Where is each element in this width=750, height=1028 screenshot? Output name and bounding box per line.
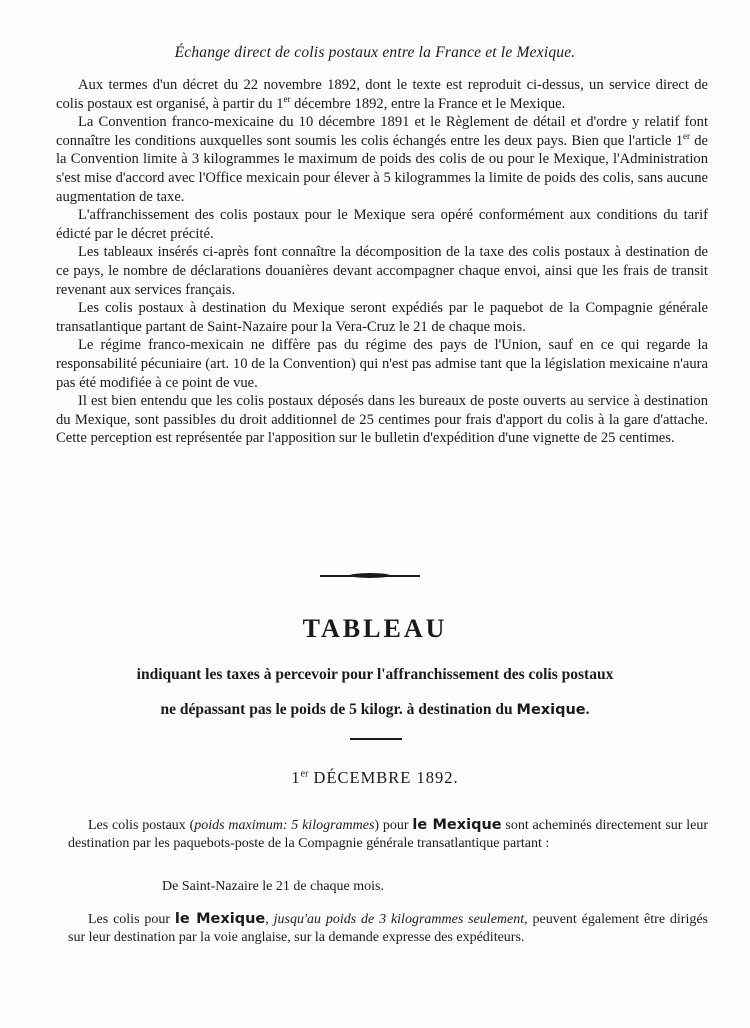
paragraph-2 [56, 113, 708, 206]
divider-swell [350, 573, 390, 578]
note-2 [162, 878, 722, 896]
ordinal-sup: er [300, 768, 309, 780]
paragraph-3: L'affranchissement des colis postaux pour le Mexique sera opéré conformément aux conditions du tarif édicté par le décret précité. [56, 207, 708, 242]
note-1-text-c: sont acheminés directement sur leur destination par les paquebots-poste de la Compagnie générale transatlantique partant : [68, 818, 708, 851]
paragraph-1-text-a: Aux termes d'un décret du 22 novembre 1892, dont le texte est reproduit ci-dessus, un service direct de colis postaux est organisé, à partir du 1 [56, 77, 708, 112]
ordinal-sup: er [283, 93, 291, 104]
paragraph-7: Il est bien entendu que les colis postaux déposés dans les bureaux de poste ouverts au service à destination du Mexique, sont passibles du droit additionnel de 25 centimes pour frais d'apport du colis à la gare d'attache. Cette perception est représentée par l'apposition sur le bulletin d'expédition d'une vignette de 25 centimes. [56, 393, 708, 447]
note-3-italic: jusqu'au poids de 3 kilogrammes seulement [273, 912, 525, 927]
short-rule [350, 738, 402, 740]
subtitle-end: . [585, 701, 590, 718]
tableau-subtitle-2 [0, 701, 750, 719]
country-name: le Mexique [412, 817, 502, 833]
running-head: Échange direct de colis postaux entre la France et le Mexique. [174, 44, 576, 61]
paragraph-4: Les tableaux insérés ci-après font connaître la décomposition de la taxe des colis postaux à destination de ce pays, le nombre de déclarations douanières devant accompagner chaque envoi, ainsi que les frais de transit revenant aux services français. [56, 244, 708, 298]
paragraph-1 [56, 76, 708, 113]
note-1-text [68, 817, 708, 852]
tableau-subtitle-1: indiquant les taxes à percevoir pour l'affranchissement des colis postaux [136, 666, 614, 683]
body-text [56, 76, 708, 448]
note-1-text-a: Les colis postaux ( [88, 818, 195, 833]
paragraph-2-text-b: de la Convention limite à 3 kilogrammes le maximum de poids des colis de ou pour le Mexique, l'Administration s'est mise d'accord avec l'Office mexicain pour élever à 5 kilogrammes la limite de poids des colis, sans aucune augmentation de taxe. [56, 132, 708, 205]
effective-date [0, 768, 750, 788]
note-1-italic: poids maximum: 5 kilogrammes [194, 818, 375, 833]
subtitle-text: ne dépassant pas le poids de 5 kilogr. à destination du [160, 701, 517, 718]
note-2-text: De Saint-Nazaire le 21 de chaque mois. [162, 879, 384, 894]
ordinal-sup: er [683, 130, 691, 141]
note-3-text-c: , peuvent également être dirigés sur leur destination par la voie anglaise, sur la demande expresse des expéditeurs. [68, 912, 708, 945]
ornamental-divider [320, 572, 420, 580]
note-1-text-b: ) pour [374, 818, 413, 833]
paragraph-1-text-b: décembre 1892, entre la France et le Mexique. [290, 95, 566, 112]
country-name: Mexique [516, 702, 586, 718]
date-day: 1 [291, 768, 301, 787]
date-month-year: DÉCEMBRE 1892. [308, 768, 459, 787]
note-3-text [68, 911, 708, 946]
note-3-text-a: Les colis pour [88, 912, 175, 927]
country-name: le Mexique [174, 911, 266, 927]
paragraph-2-text-a: La Convention franco-mexicaine du 10 décembre 1891 et le Règlement de détail et d'ordre y relatif font connaître les conditions auxquelles sont soumis les colis échangés entre les deux pays. Bien que l'article 1 [56, 114, 708, 149]
note-1 [68, 817, 708, 852]
note-3 [68, 911, 708, 946]
note-3-text-b: , [265, 912, 274, 927]
paragraph-6: Le régime franco-mexicain ne diffère pas du régime des pays de l'Union, sauf en ce qui regarde la responsabilité pécuniaire (art. 10 de la Convention) qui n'est pas admise tant que la législation mexicaine n'aura pas été modifiée à ce point de vue. [56, 337, 708, 391]
paragraph-5: Les colis postaux à destination du Mexique seront expédiés par le paquebot de la Compagnie générale transatlantique partant de Saint-Nazaire pour la Vera-Cruz le 21 de chaque mois. [56, 300, 708, 335]
tableau-title: TABLEAU [302, 614, 448, 643]
